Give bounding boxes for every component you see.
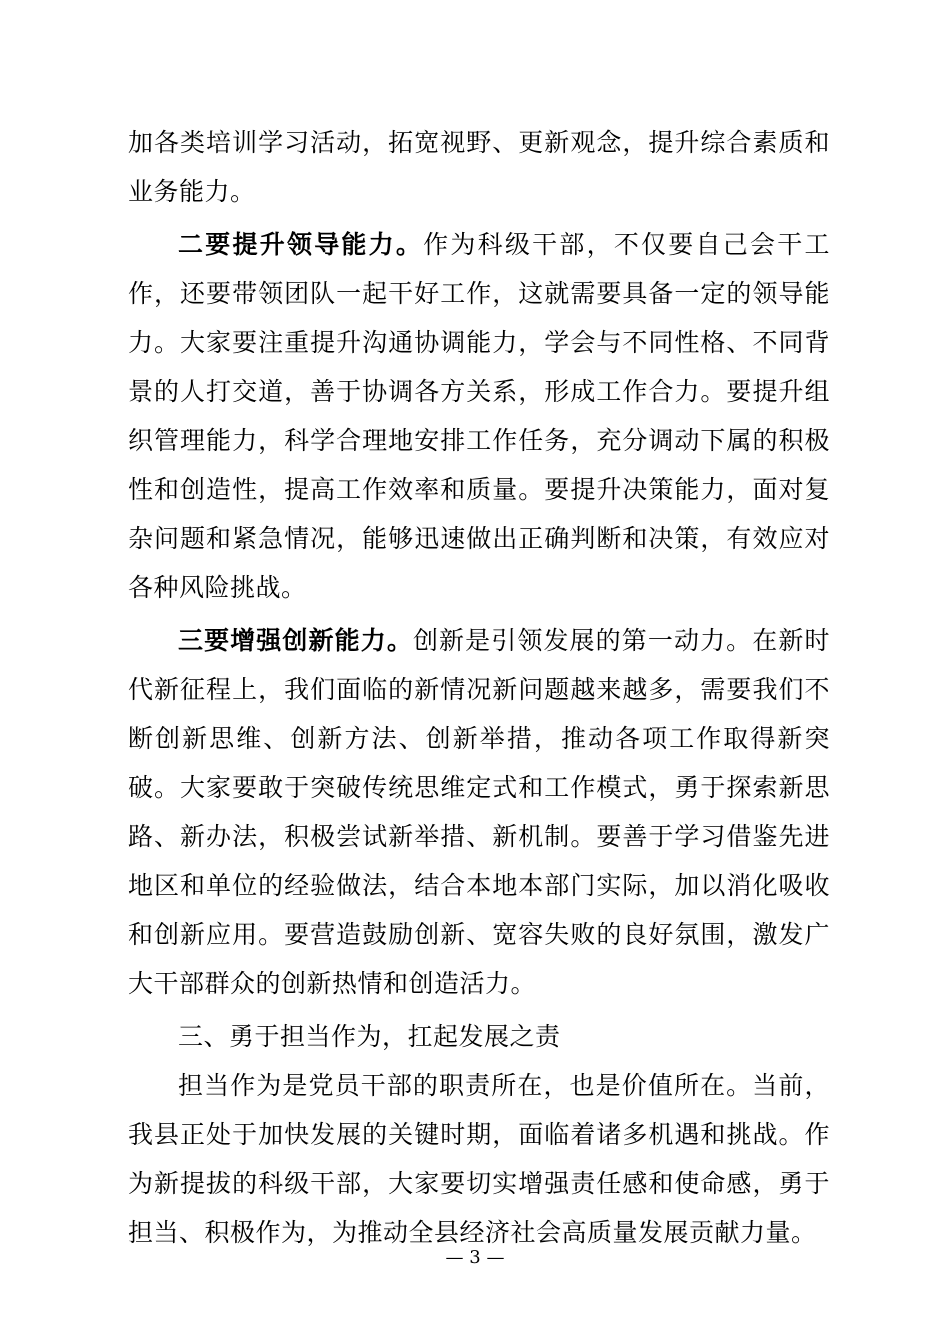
paragraph-lead-bold: 二要提升领导能力。 xyxy=(178,230,424,259)
paragraph-text: 创新是引领发展的第一动力。在新时代新征程上，我们面临的新情况新问题越来越多，需要我们不断创新思维、创新方法、创新举措，推动各项工作取得新突破。大家要敢于突破传统思维定式和工作模式，勇于探索新思路、新办法，积极尝试新举措、新机制。要善于学习借鉴先进地区和单位的经验做法，结合本地本部门实际，加以消化吸收和创新应用。要营造鼓励创新、宽容失败的良好氛围，激发广大干部群众的创新热情和创造活力。 xyxy=(128,626,830,998)
paragraph-continuation xyxy=(128,118,830,216)
paragraph-text: 加各类培训学习活动，拓宽视野、更新观念，提升综合素质和业务能力。 xyxy=(128,128,830,206)
paragraph-leadership xyxy=(128,220,830,612)
paragraph-lead-bold: 三要增强创新能力。 xyxy=(178,626,413,655)
paragraph-text: 作为科级干部，不仅要自己会干工作，还要带领团队一起干好工作，这就需要具备一定的领导能力。大家要注重提升沟通协调能力，学会与不同性格、不同背景的人打交道，善于协调各方关系，形成工作合力。要提升组织管理能力，科学合理地安排工作任务，充分调动下属的积极性和创造性，提高工作效率和质量。要提升决策能力，面对复杂问题和紧急情况，能够迅速做出正确判断和决策，有效应对各种风险挑战。 xyxy=(128,230,830,602)
paragraph-innovation xyxy=(128,616,830,1008)
page-number: — 3 — xyxy=(445,1247,505,1268)
section-paragraph: 担当作为是党员干部的职责所在，也是价值所在。当前，我县正处于加快发展的关键时期，面临着诸多机遇和挑战。作为新提拔的科级干部，大家要切实增强责任感和使命感，勇于担当、积极作为，为推动全县经济社会高质量发展贡献力量。 xyxy=(128,1071,830,1247)
document-body xyxy=(128,118,830,1257)
section-heading: 三、勇于担当作为，扛起发展之责 xyxy=(178,1022,561,1051)
